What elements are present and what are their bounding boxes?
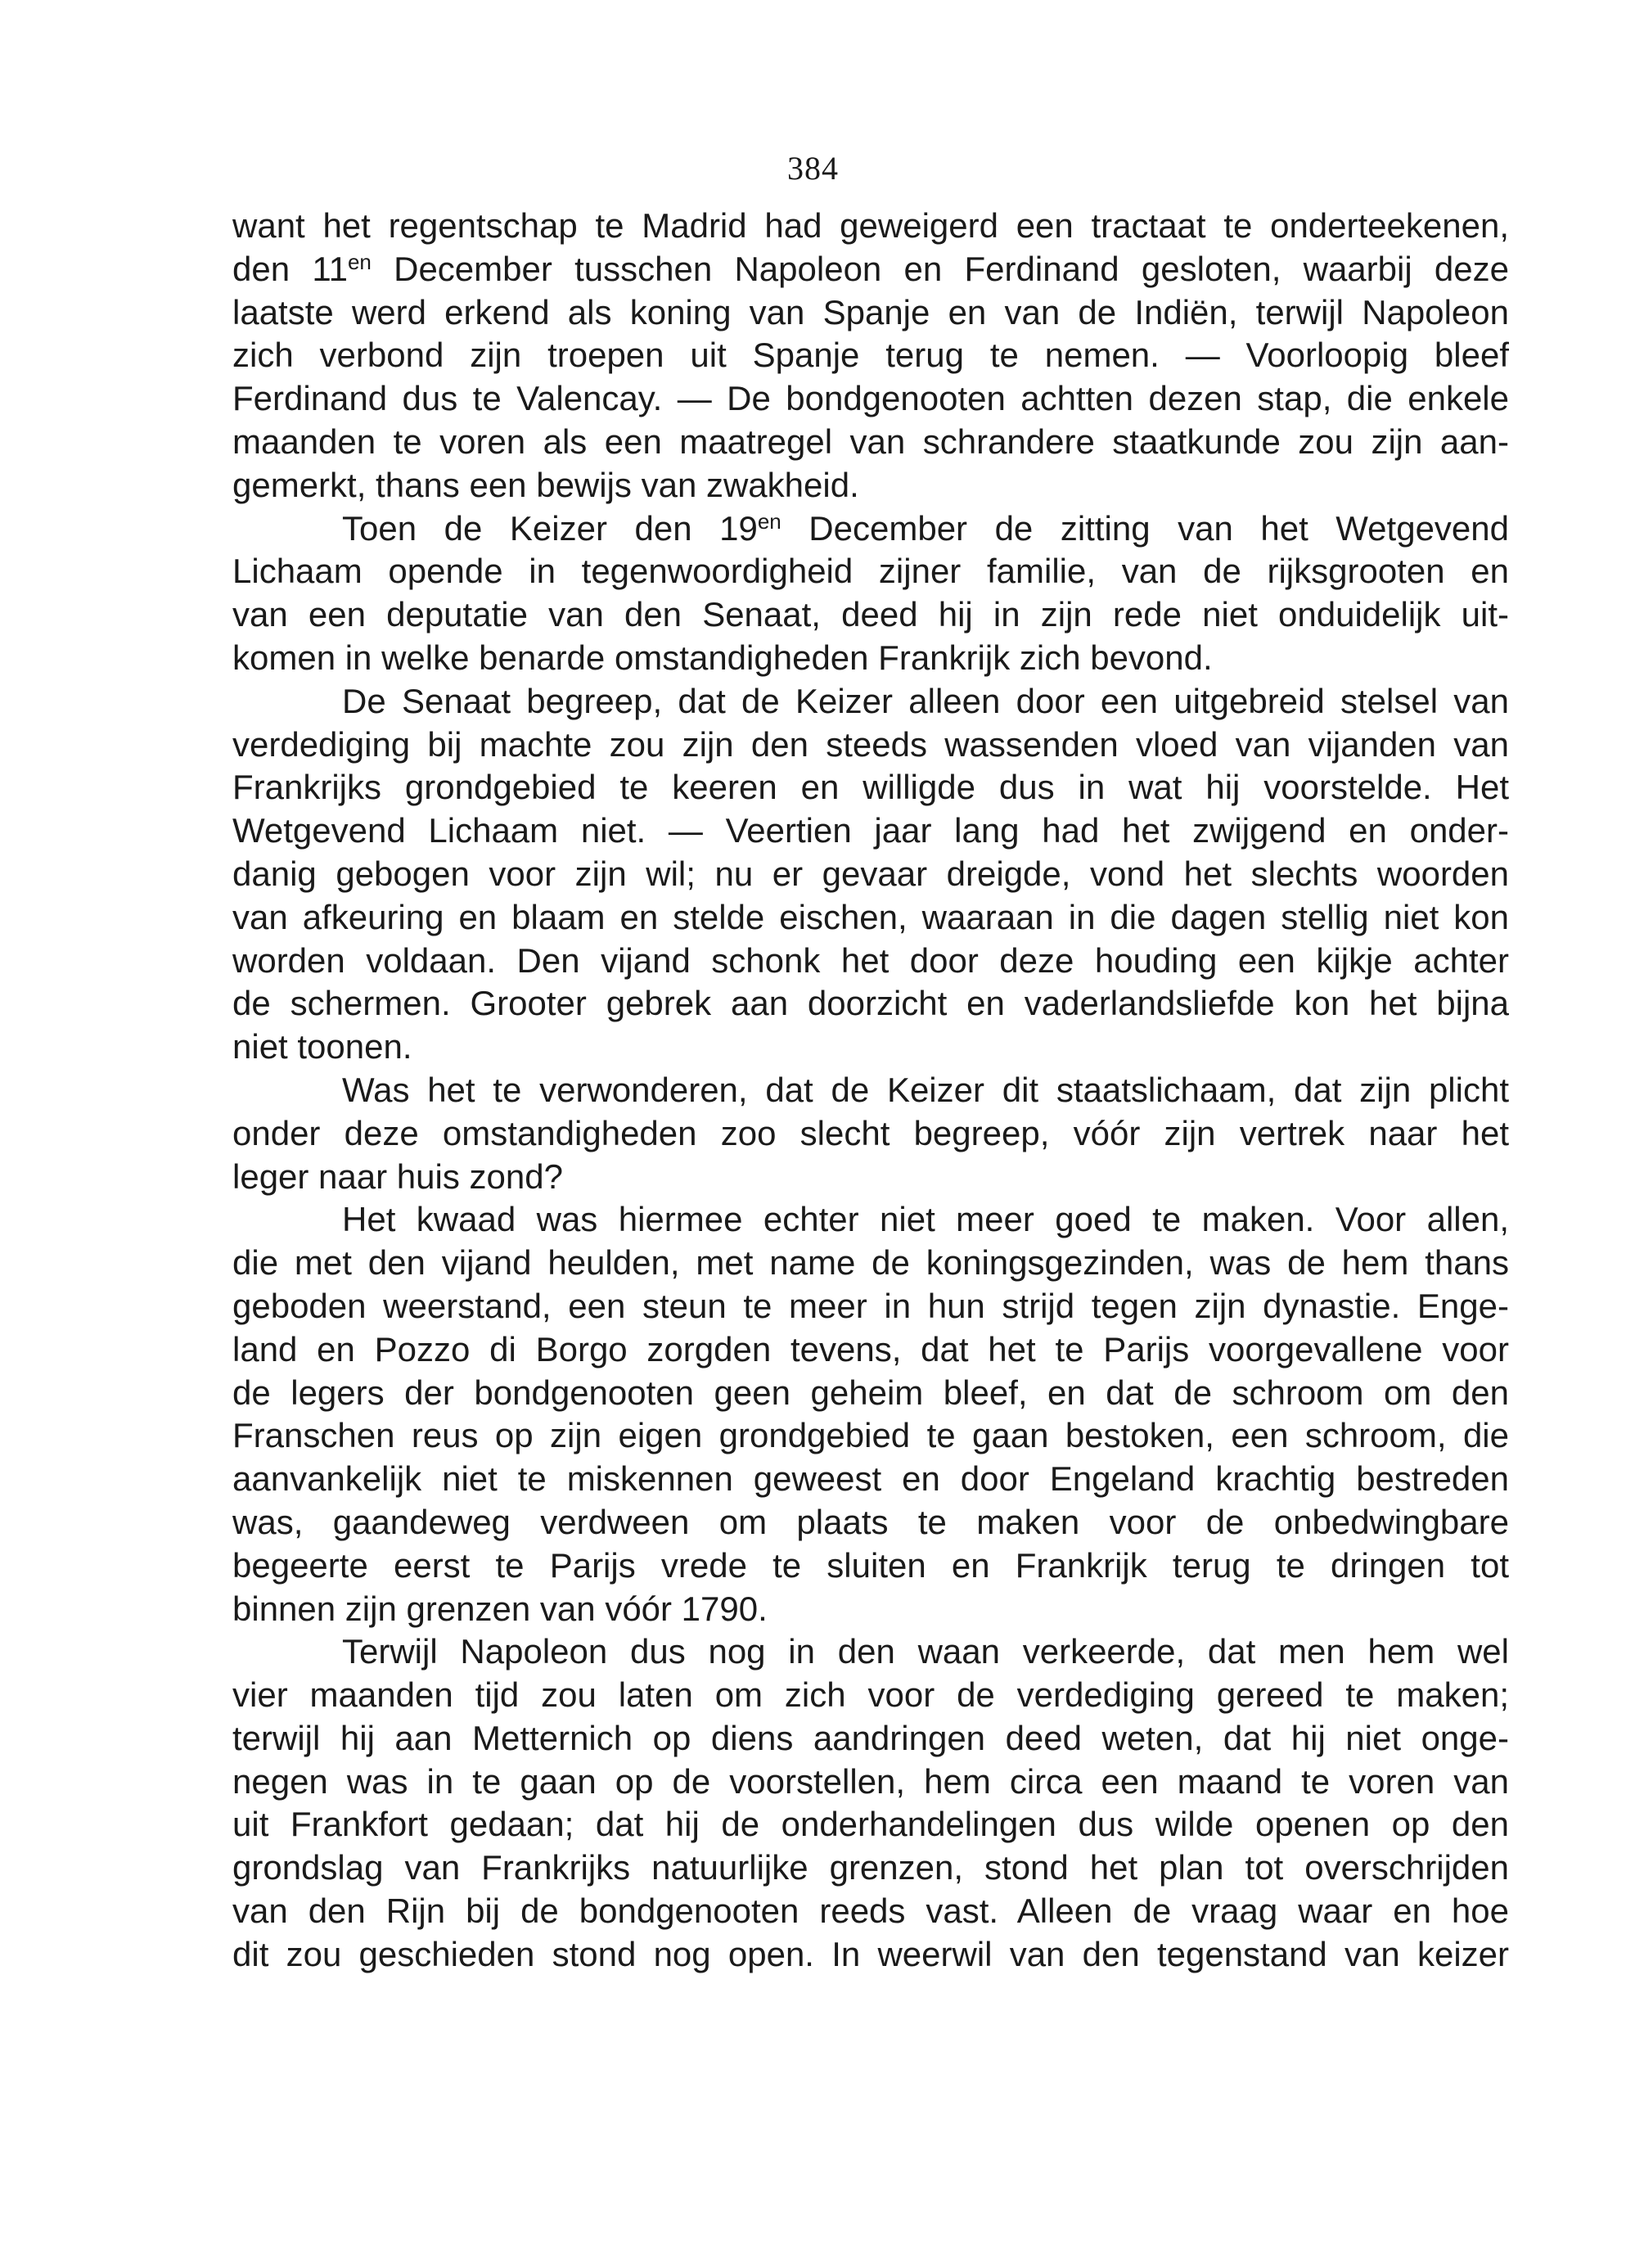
text-line: komen in welke benarde omstandigheden Frankrijk zich bevond.: [232, 638, 1213, 677]
text-line: niet toonen.: [232, 1027, 412, 1066]
text-line: Wetgevend Lichaam niet. — Veertien jaar lang had het zwijgend en onder-: [232, 811, 1509, 850]
text-line: grondslag van Frankrijks natuurlijke grenzen, stond het plan tot overschrijden: [232, 1848, 1509, 1887]
paragraph: [232, 1630, 1509, 1976]
text-line: Terwijl Napoleon dus nog in den waan verkeerde, dat men hem wel: [342, 1632, 1509, 1671]
text-line: negen was in te gaan op de voorstellen, hem circa een maand te voren van: [232, 1761, 1509, 1801]
text-line: onder deze omstandigheden zoo slecht begreep, vóór zijn vertrek naar het: [232, 1113, 1509, 1152]
text-line: van een deputatie van den Senaat, deed hij in zijn rede niet onduidelijk uit-: [232, 595, 1509, 634]
text-line: uit Frankfort gedaan; dat hij de onderhandelingen dus wilde openen op den: [232, 1805, 1509, 1844]
text-line: binnen zijn grenzen van vóór 1790.: [232, 1589, 768, 1628]
text-line: den $11^{en}$ December tusschen Napoleon en Ferdinand gesloten, waarbij deze: [232, 249, 1509, 288]
paragraph: [232, 205, 1509, 507]
body-text: [232, 205, 1509, 1977]
text-line: van afkeuring en blaam en stelde eischen, waaraan in die dagen stellig niet kon: [232, 897, 1509, 936]
text-line: land en Pozzo di Borgo zorgden tevens, dat het te Parijs voorgevallene voor: [232, 1329, 1509, 1368]
text-line: gemerkt, thans een bewijs van zwakheid.: [232, 465, 859, 504]
text-line: maanden te voren als een maatregel van schrandere staatkunde zou zijn aan-: [232, 422, 1509, 461]
page-number: 384: [787, 150, 839, 187]
superscript: en: [347, 249, 372, 274]
text-line: was, gaandeweg verdween om plaats te maken voor de onbedwingbare: [232, 1502, 1509, 1541]
text-line: laatste werd erkend als koning van Spanje en van de Indiën, terwijl Napoleon: [232, 292, 1509, 331]
paragraph: [232, 1198, 1509, 1630]
text-line: dit zou geschieden stond nog open. In weerwil van den tegenstand van keizer: [232, 1934, 1509, 1973]
text-line: Ferdinand dus te Valencay. — De bondgenooten achtten dezen stap, die enkele: [232, 379, 1509, 418]
text-line: terwijl hij aan Metternich op diens aandringen deed weten, dat hij niet onge-: [232, 1718, 1509, 1757]
text-line: begeerte eerst te Parijs vrede te sluiten en Frankrijk terug te dringen tot: [232, 1545, 1509, 1585]
text-line: Frankrijks grondgebied te keeren en willigde dus in wat hij voorstelde. Het: [232, 768, 1509, 807]
text-line: de legers der bondgenooten geen geheim bleef, en dat de schroom om den: [232, 1373, 1509, 1412]
text-line: vier maanden tijd zou laten om zich voor de verdediging gereed te maken;: [232, 1675, 1509, 1715]
text-line: zich verbond zijn troepen uit Spanje terug te nemen. — Voorloopig bleef: [232, 336, 1509, 375]
text-line: Het kwaad was hiermee echter niet meer goed te maken. Voor allen,: [342, 1200, 1509, 1239]
paragraph: [232, 1069, 1509, 1198]
text-line: want het regentschap te Madrid had geweigerd een tractaat te onderteekenen,: [232, 206, 1509, 245]
text-line: Franschen reus op zijn eigen grondgebied te gaan bestoken, een schroom, die: [232, 1416, 1509, 1455]
text-line: die met den vijand heulden, met name de koningsgezinden, was de hem thans: [232, 1243, 1509, 1283]
text-line: De Senaat begreep, dat de Keizer alleen door een uitgebreid stelsel van: [342, 681, 1509, 720]
text-line: verdediging bij machte zou zijn den steeds wassenden vloed van vijanden van: [232, 724, 1509, 764]
text-line: danig gebogen voor zijn wil; nu er gevaar dreigde, vond het slechts woorden: [232, 854, 1509, 893]
text-line: leger naar huis zond?: [232, 1157, 563, 1196]
text-line: Lichaam opende in tegenwoordigheid zijner familie, van de rijksgrooten en: [232, 552, 1509, 591]
text-line: Toen de Keizer den $19^{en}$ December de zitting van het Wetgevend: [342, 508, 1509, 548]
text-line: aanvankelijk niet te miskennen geweest en door Engeland krachtig bestreden: [232, 1459, 1509, 1499]
superscript: en: [757, 508, 781, 534]
text-line: worden voldaan. Den vijand schonk het door deze houding een kijkje achter: [232, 940, 1509, 980]
text-line: van den Rijn bij de bondgenooten reeds vast. Alleen de vraag waar en hoe: [232, 1892, 1509, 1931]
paragraph: [232, 680, 1509, 1069]
text-line: de schermen. Grooter gebrek aan doorzicht en vaderlandsliefde kon het bijna: [232, 984, 1509, 1023]
text-line: Was het te verwonderen, dat de Keizer dit staatslichaam, dat zijn plicht: [342, 1070, 1509, 1109]
paragraph: [232, 507, 1509, 680]
text-line: geboden weerstand, een steun te meer in hun strijd tegen zijn dynastie. Enge-: [232, 1286, 1509, 1325]
